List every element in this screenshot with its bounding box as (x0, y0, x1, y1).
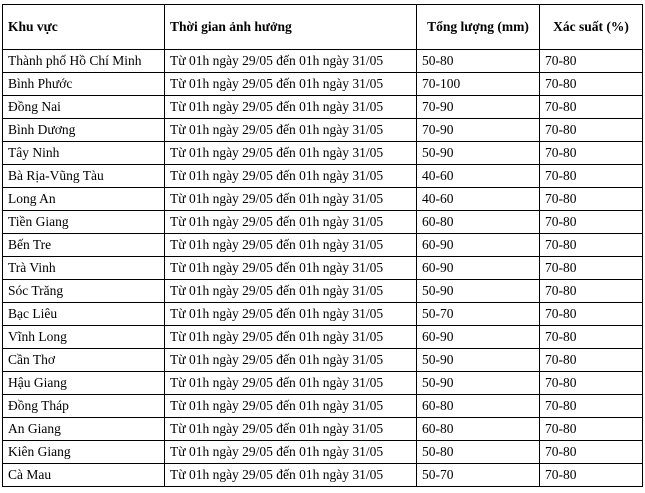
table-row (3, 303, 643, 326)
period-cell: Từ 01h ngày 29/05 đến 01h ngày 31/05 (165, 50, 417, 73)
region-cell: Hậu Giang (3, 372, 165, 395)
region-cell: An Giang (3, 418, 165, 441)
table-row (3, 50, 643, 73)
region-cell: Cần Thơ (3, 349, 165, 372)
table-row (3, 395, 643, 418)
period-cell: Từ 01h ngày 29/05 đến 01h ngày 31/05 (165, 73, 417, 96)
table-row (3, 326, 643, 349)
probability-cell: 70-80 (540, 418, 643, 441)
header-period: Thời gian ảnh hưởng (165, 5, 417, 50)
region-cell: Bình Phước (3, 73, 165, 96)
probability-cell: 70-80 (540, 73, 643, 96)
table-row (3, 188, 643, 211)
amount-cell: 60-90 (417, 257, 540, 280)
amount-cell: 60-80 (417, 395, 540, 418)
period-cell: Từ 01h ngày 29/05 đến 01h ngày 31/05 (165, 280, 417, 303)
period-cell: Từ 01h ngày 29/05 đến 01h ngày 31/05 (165, 349, 417, 372)
period-cell: Từ 01h ngày 29/05 đến 01h ngày 31/05 (165, 257, 417, 280)
table-row (3, 142, 643, 165)
period-cell: Từ 01h ngày 29/05 đến 01h ngày 31/05 (165, 188, 417, 211)
region-cell: Thành phố Hồ Chí Minh (3, 50, 165, 73)
amount-cell: 60-80 (417, 211, 540, 234)
probability-cell: 70-80 (540, 96, 643, 119)
table-row (3, 119, 643, 142)
table-row (3, 372, 643, 395)
table-row (3, 349, 643, 372)
region-cell: Long An (3, 188, 165, 211)
amount-cell: 70-100 (417, 73, 540, 96)
probability-cell: 70-80 (540, 464, 643, 487)
probability-cell: 70-80 (540, 372, 643, 395)
table-row (3, 96, 643, 119)
period-cell: Từ 01h ngày 29/05 đến 01h ngày 31/05 (165, 211, 417, 234)
table-row (3, 280, 643, 303)
period-cell: Từ 01h ngày 29/05 đến 01h ngày 31/05 (165, 464, 417, 487)
amount-cell: 50-70 (417, 303, 540, 326)
period-cell: Từ 01h ngày 29/05 đến 01h ngày 31/05 (165, 165, 417, 188)
table-row (3, 441, 643, 464)
period-cell: Từ 01h ngày 29/05 đến 01h ngày 31/05 (165, 119, 417, 142)
amount-cell: 70-90 (417, 96, 540, 119)
header-amount: Tổng lượng (mm) (417, 5, 540, 50)
header-region: Khu vực (3, 5, 165, 50)
amount-cell: 60-90 (417, 326, 540, 349)
region-cell: Bến Tre (3, 234, 165, 257)
period-cell: Từ 01h ngày 29/05 đến 01h ngày 31/05 (165, 395, 417, 418)
table-row (3, 211, 643, 234)
period-cell: Từ 01h ngày 29/05 đến 01h ngày 31/05 (165, 303, 417, 326)
amount-cell: 50-90 (417, 280, 540, 303)
amount-cell: 40-60 (417, 165, 540, 188)
amount-cell: 50-90 (417, 349, 540, 372)
rainfall-table (2, 4, 643, 487)
amount-cell: 60-80 (417, 418, 540, 441)
period-cell: Từ 01h ngày 29/05 đến 01h ngày 31/05 (165, 142, 417, 165)
amount-cell: 60-90 (417, 234, 540, 257)
period-cell: Từ 01h ngày 29/05 đến 01h ngày 31/05 (165, 234, 417, 257)
probability-cell: 70-80 (540, 349, 643, 372)
table-row (3, 234, 643, 257)
probability-cell: 70-80 (540, 395, 643, 418)
region-cell: Kiên Giang (3, 441, 165, 464)
probability-cell: 70-80 (540, 257, 643, 280)
region-cell: Đồng Tháp (3, 395, 165, 418)
region-cell: Bà Rịa-Vũng Tàu (3, 165, 165, 188)
amount-cell: 50-70 (417, 464, 540, 487)
probability-cell: 70-80 (540, 280, 643, 303)
period-cell: Từ 01h ngày 29/05 đến 01h ngày 31/05 (165, 96, 417, 119)
region-cell: Tây Ninh (3, 142, 165, 165)
table-row (3, 73, 643, 96)
probability-cell: 70-80 (540, 188, 643, 211)
probability-cell: 70-80 (540, 119, 643, 142)
period-cell: Từ 01h ngày 29/05 đến 01h ngày 31/05 (165, 372, 417, 395)
region-cell: Sóc Trăng (3, 280, 165, 303)
header-probability: Xác suất (%) (540, 5, 643, 50)
table-row (3, 257, 643, 280)
region-cell: Đồng Nai (3, 96, 165, 119)
amount-cell: 50-90 (417, 372, 540, 395)
probability-cell: 70-80 (540, 142, 643, 165)
period-cell: Từ 01h ngày 29/05 đến 01h ngày 31/05 (165, 441, 417, 464)
region-cell: Bình Dương (3, 119, 165, 142)
probability-cell: 70-80 (540, 303, 643, 326)
header-row (3, 5, 643, 50)
period-cell: Từ 01h ngày 29/05 đến 01h ngày 31/05 (165, 418, 417, 441)
region-cell: Tiền Giang (3, 211, 165, 234)
probability-cell: 70-80 (540, 165, 643, 188)
table-body (3, 50, 643, 487)
probability-cell: 70-80 (540, 50, 643, 73)
probability-cell: 70-80 (540, 211, 643, 234)
period-cell: Từ 01h ngày 29/05 đến 01h ngày 31/05 (165, 326, 417, 349)
amount-cell: 40-60 (417, 188, 540, 211)
probability-cell: 70-80 (540, 326, 643, 349)
region-cell: Cà Mau (3, 464, 165, 487)
amount-cell: 50-90 (417, 142, 540, 165)
table-row (3, 464, 643, 487)
amount-cell: 70-90 (417, 119, 540, 142)
amount-cell: 50-80 (417, 441, 540, 464)
table-row (3, 165, 643, 188)
probability-cell: 70-80 (540, 441, 643, 464)
probability-cell: 70-80 (540, 234, 643, 257)
amount-cell: 50-80 (417, 50, 540, 73)
table-header (3, 5, 643, 50)
region-cell: Vĩnh Long (3, 326, 165, 349)
region-cell: Trà Vinh (3, 257, 165, 280)
table-row (3, 418, 643, 441)
region-cell: Bạc Liêu (3, 303, 165, 326)
